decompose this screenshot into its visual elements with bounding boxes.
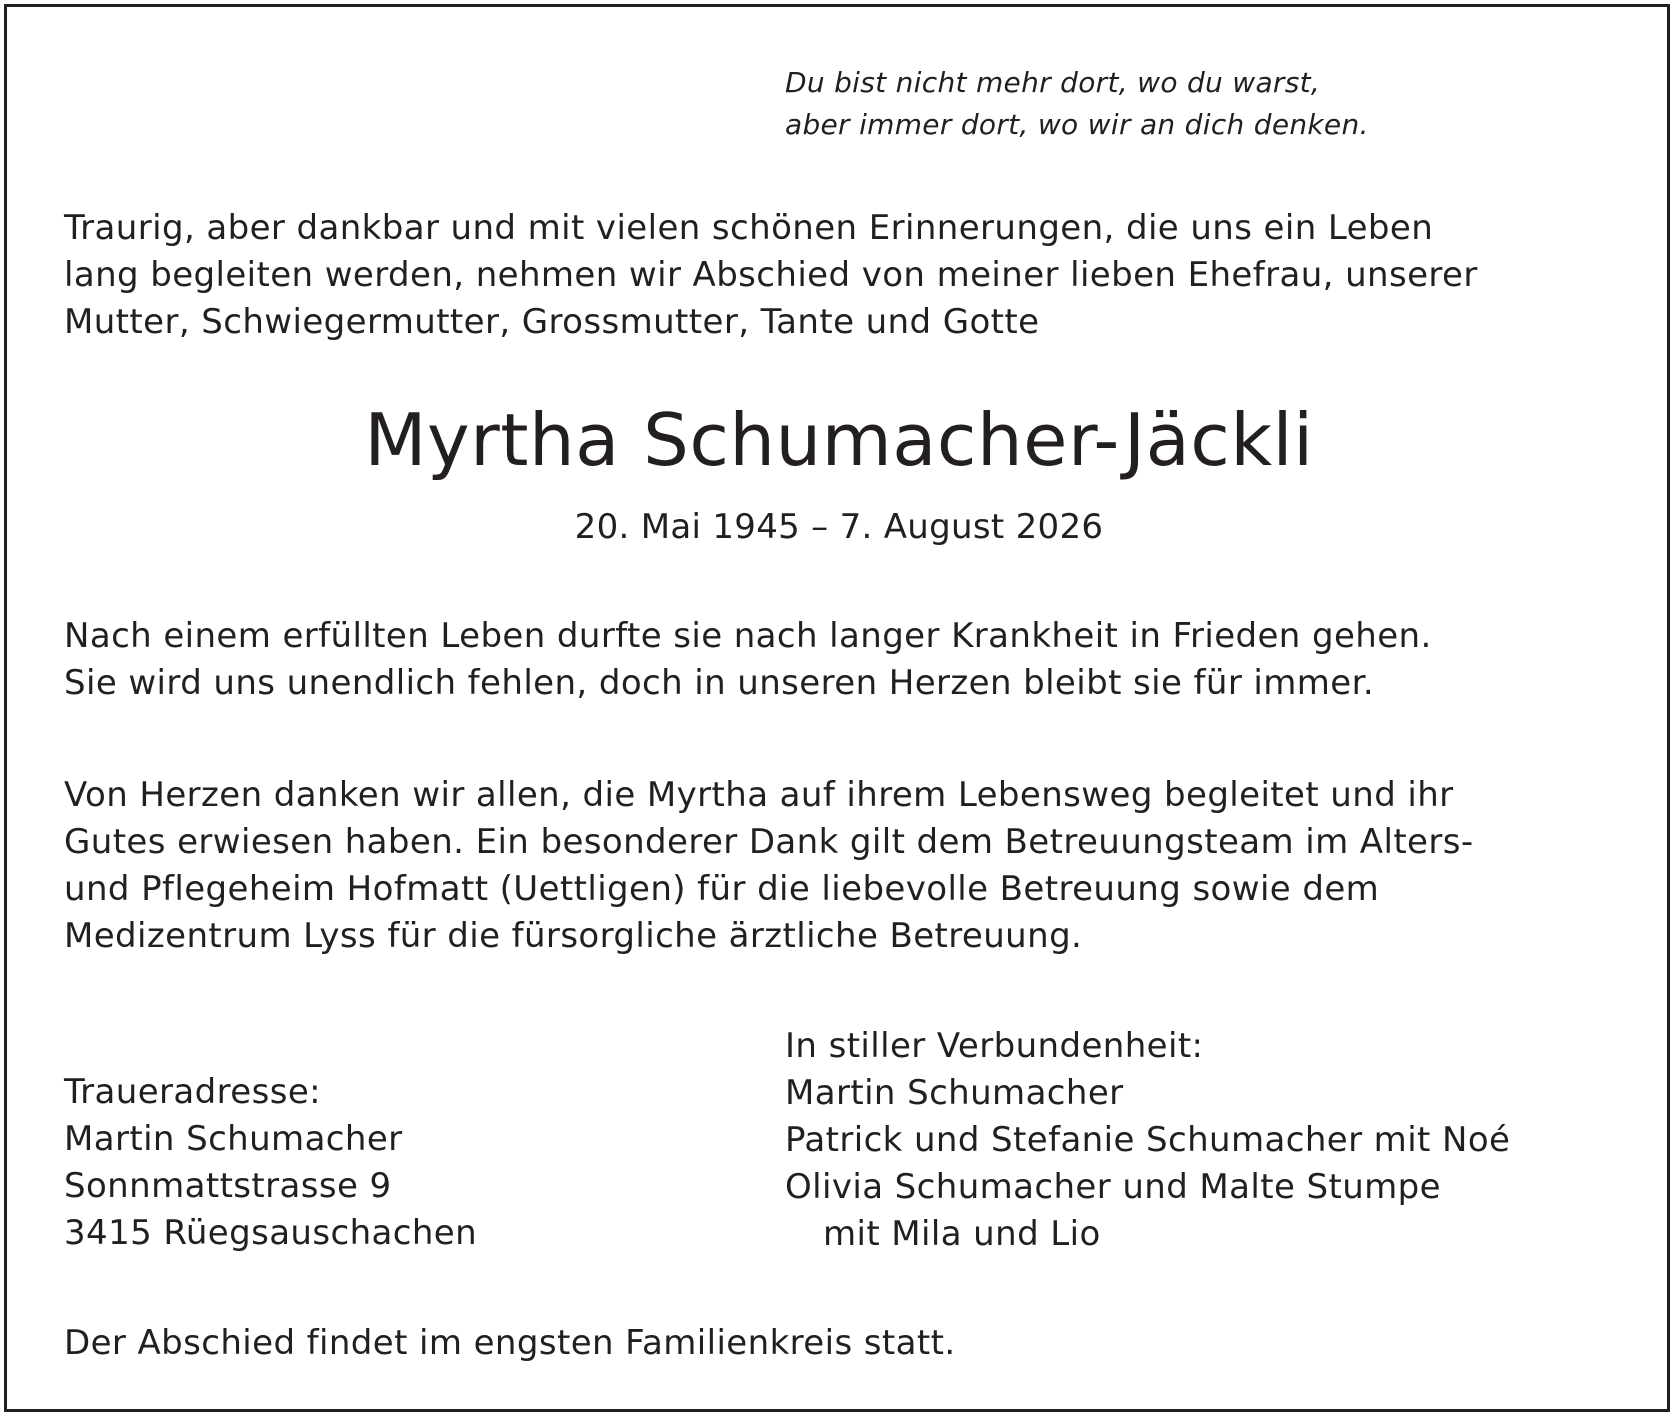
signer-continuation: mit Mila und Lio <box>823 1214 1101 1254</box>
address-line: Sonnmattstrasse 9 <box>64 1166 392 1206</box>
paragraph-line: Gutes erwiesen haben. Ein besonderer Dank gilt dem Betreuungsteam im Alters- <box>64 822 1474 862</box>
closing-note: Der Abschied findet im engsten Familienkreis statt. <box>64 1323 956 1363</box>
quote-line: aber immer dort, wo wir an dich denken. <box>785 108 1369 141</box>
intro-line: Traurig, aber dankbar und mit vielen schönen Erinnerungen, die uns ein Leben <box>64 208 1434 248</box>
quote-line: Du bist nicht mehr dort, wo du warst, <box>785 66 1321 99</box>
intro-line: lang begleiten werden, nehmen wir Abschied von meiner lieben Ehefrau, unserer <box>64 255 1478 295</box>
paragraph-thanks <box>64 772 1474 960</box>
address-line: 3415 Rüegsauschachen <box>64 1213 478 1253</box>
intro-paragraph <box>64 205 1478 346</box>
life-dates: 20. Mai 1945 – 7. August 2026 <box>574 507 1104 547</box>
signers-label: In stiller Verbundenheit: <box>785 1026 1204 1066</box>
quote <box>785 62 1369 146</box>
address-line: Martin Schumacher <box>64 1119 403 1159</box>
paragraph-farewell <box>64 613 1432 707</box>
signer-line: Patrick und Stefanie Schumacher mit Noé <box>785 1120 1511 1160</box>
signer-line: Olivia Schumacher und Malte Stumpe <box>785 1167 1441 1207</box>
signer-line: Martin Schumacher <box>785 1073 1124 1113</box>
paragraph-line: Von Herzen danken wir allen, die Myrtha auf ihrem Lebensweg begleitet und ihr <box>64 775 1454 815</box>
paragraph-line: und Pflegeheim Hofmatt (Uettligen) für die liebevolle Betreuung sowie dem <box>64 869 1380 909</box>
paragraph-line: Sie wird uns unendlich fehlen, doch in unseren Herzen bleibt sie für immer. <box>64 663 1375 703</box>
paragraph-line: Medizentrum Lyss für die fürsorgliche ärztliche Betreuung. <box>64 916 1083 956</box>
address-label: Traueradresse: <box>64 1072 321 1112</box>
intro-line: Mutter, Schwiegermutter, Grossmutter, Tante und Gotte <box>64 302 1040 342</box>
paragraph-line: Nach einem erfüllten Leben durfte sie nach langer Krankheit in Frieden gehen. <box>64 616 1432 656</box>
deceased-name: Myrtha Schumacher-Jäckli <box>364 398 1314 482</box>
signers-block <box>785 1023 1510 1258</box>
mourning-address <box>64 1069 477 1257</box>
